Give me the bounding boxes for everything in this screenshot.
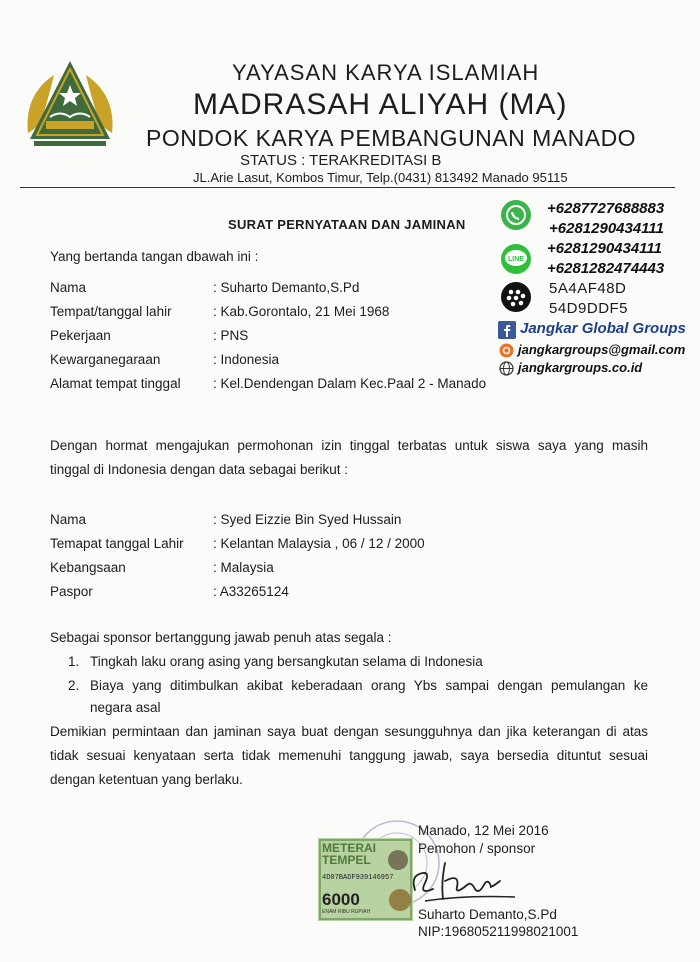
closing-line-2: tidak sesuai kenyataan serta tidak memenuhi tanggung jawab, saya bersedia dituntut sesuai bbox=[50, 748, 648, 763]
facebook-page: Jangkar Global Groups bbox=[520, 320, 686, 337]
signer-job-label: Pekerjaan bbox=[50, 328, 111, 343]
stamp-label-1: METERAI bbox=[322, 841, 376, 855]
facebook-icon bbox=[498, 321, 516, 339]
request-line-1: Dengan hormat mengajukan permohonan izin tinggal terbatas untuk siswa saya yang masih bbox=[50, 438, 648, 453]
stamp-serial: 4D07BADF939146957 bbox=[322, 874, 394, 882]
signer-address-label: Alamat tempat tinggal bbox=[50, 376, 181, 391]
phone-3: +6281290434111 bbox=[547, 240, 662, 257]
request-line-2: tinggal di Indonesia dengan data sebagai berikut : bbox=[50, 462, 348, 477]
student-birth-value: : Kelantan Malaysia , 06 / 12 / 2000 bbox=[213, 536, 425, 551]
phone-1: +6287727688883 bbox=[547, 200, 665, 217]
signer-citizenship-value: : Indonesia bbox=[213, 352, 279, 367]
closing-line-3: dengan ketentuan yang berlaku. bbox=[50, 772, 243, 787]
duty-stamp bbox=[318, 838, 413, 921]
school-name: MADRASAH ALIYAH (MA) bbox=[193, 88, 568, 121]
email-address: jangkargroups@gmail.com bbox=[518, 342, 686, 357]
student-nationality-value: : Malaysia bbox=[213, 560, 274, 575]
stamp-caption: ENAM RIBU RUPIAH bbox=[322, 909, 371, 915]
list-item-1-text: Tingkah laku orang asing yang bersangkutan selama di Indonesia bbox=[90, 654, 483, 669]
letter-title: SURAT PERNYATAAN DAN JAMINAN bbox=[228, 217, 466, 232]
handwritten-signature bbox=[405, 855, 525, 905]
school-logo bbox=[20, 55, 120, 155]
signer-name-value: : Suharto Demanto,S.Pd bbox=[213, 280, 359, 295]
signer-address-value: : Kel.Dendengan Dalam Kec.Paal 2 - Manado bbox=[213, 376, 486, 391]
whatsapp-icon bbox=[500, 199, 532, 231]
student-birth-label: Temapat tanggal Lahir bbox=[50, 536, 184, 551]
school-address: JL.Arie Lasut, Kombos Timur, Telp.(0431) 813492 Manado 95115 bbox=[193, 170, 568, 185]
list-item-2-text: Biaya yang ditimbulkan akibat keberadaan orang Ybs sampai dengan pemulangan ke bbox=[90, 678, 648, 693]
line-icon bbox=[500, 243, 532, 275]
signer-birth-label: Tempat/tanggal lahir bbox=[50, 304, 172, 319]
signature-name: Suharto Demanto,S.Pd bbox=[418, 907, 557, 922]
email-icon bbox=[499, 343, 514, 358]
foundation-name: YAYASAN KARYA ISLAMIAH bbox=[232, 60, 540, 85]
line-icon-text: LINE bbox=[508, 256, 524, 263]
institution-name: PONDOK KARYA PEMBANGUNAN MANADO bbox=[146, 125, 637, 151]
list-item-1-number: 1. bbox=[68, 654, 80, 669]
signer-citizenship-label: Kewarganegaraan bbox=[50, 352, 161, 367]
contact-overlay bbox=[498, 198, 698, 378]
accreditation-status: STATUS : TERAKREDITASI B bbox=[240, 152, 442, 169]
bbm-pin-2: 54D9DDF5 bbox=[549, 300, 629, 317]
website-url: jangkargroups.co.id bbox=[518, 360, 643, 375]
bbm-pin-1: 5A4AF48D bbox=[549, 280, 627, 297]
stamp-label-2: TEMPEL bbox=[322, 853, 371, 867]
student-nationality-label: Kebangsaan bbox=[50, 560, 126, 575]
phone-4: +6281282474443 bbox=[547, 260, 665, 277]
signature-nip: NIP:196805211998021001 bbox=[418, 924, 579, 939]
student-passport-label: Paspor bbox=[50, 584, 93, 599]
intro-text: Yang bertanda tangan dbawah ini : bbox=[50, 249, 259, 264]
blackberry-icon bbox=[500, 281, 532, 313]
stamp-value: 6000 bbox=[322, 890, 360, 909]
signature-role: Pemohon / sponsor bbox=[418, 841, 536, 856]
website-icon bbox=[499, 361, 514, 376]
phone-2: +6281290434111 bbox=[549, 220, 664, 237]
signature-place-date: Manado, 12 Mei 2016 bbox=[418, 823, 549, 838]
student-name-label: Nama bbox=[50, 512, 87, 527]
signer-birth-value: : Kab.Gorontalo, 21 Mei 1968 bbox=[213, 304, 389, 319]
student-name-value: : Syed Eizzie Bin Syed Hussain bbox=[213, 512, 401, 527]
student-passport-value: : A33265124 bbox=[213, 584, 289, 599]
list-item-2-number: 2. bbox=[68, 678, 80, 693]
closing-line-1: Demikian permintaan dan jaminan saya buat dengan sesungguhnya dan jika keterangan di atas bbox=[50, 724, 648, 739]
signer-name-label: Nama bbox=[50, 280, 87, 295]
sponsor-intro: Sebagai sponsor bertanggung jawab penuh atas segala : bbox=[50, 630, 392, 645]
list-item-2-text-cont: negara asal bbox=[90, 700, 161, 715]
header-divider bbox=[20, 187, 675, 188]
signer-job-value: : PNS bbox=[213, 328, 248, 343]
